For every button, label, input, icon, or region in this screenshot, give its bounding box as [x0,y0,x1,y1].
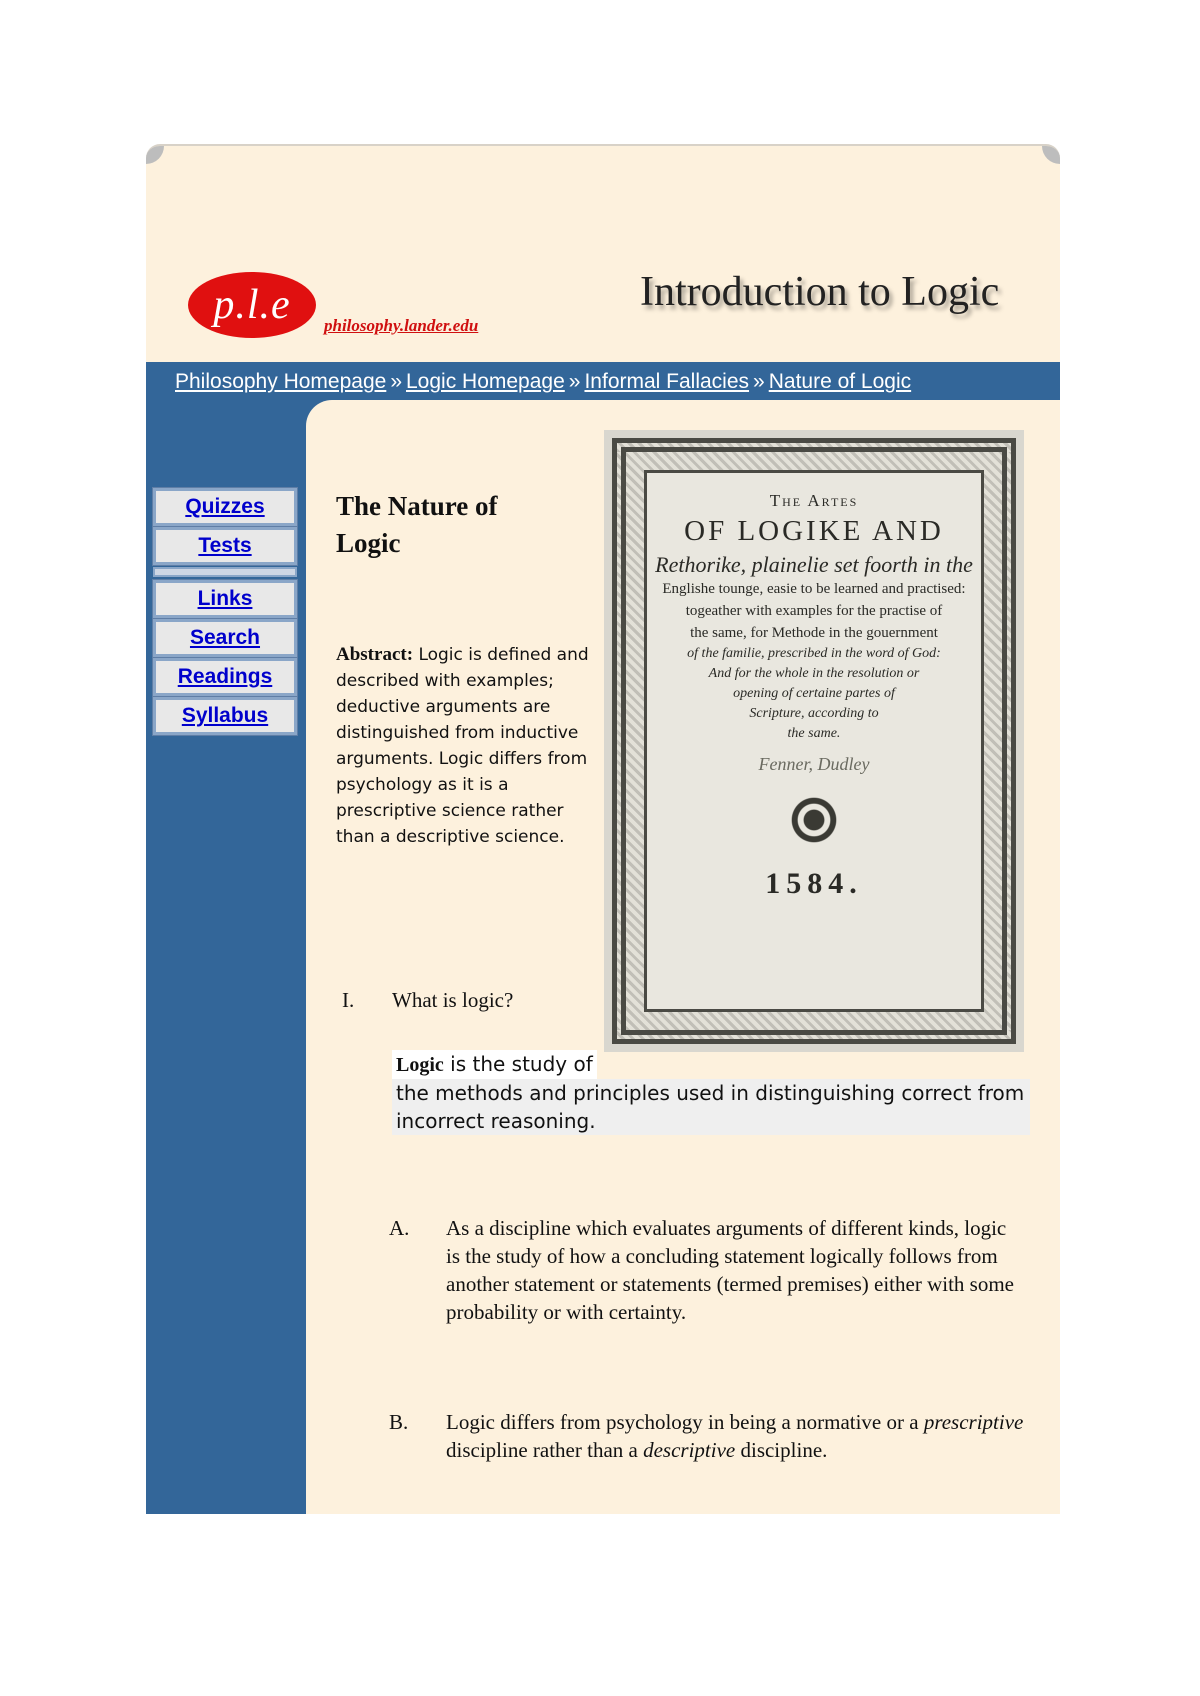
abstract-label: Abstract: [336,644,414,665]
sub-text-part: discipline rather than a [446,1438,638,1462]
frontispiece-text [644,470,984,1012]
sidebar-item-tests[interactable]: Tests [153,527,297,565]
breadcrumb-separator: » [390,370,402,393]
frontispiece-image [604,430,1024,1052]
outline-sub-label: A. [389,1216,410,1240]
sub-text-part: Logic differs from psychology in being a normative or a [446,1410,919,1434]
sub-text-part: discipline. [740,1438,828,1462]
breadcrumb-philosophy-homepage[interactable]: Philosophy Homepage [175,370,387,393]
site-link[interactable]: philosophy.lander.edu [324,316,479,335]
frontispiece-line: the same. [787,726,841,741]
frontispiece-line: Englishe tounge, easie to be learned and practised: [662,581,966,597]
corner-decoration [1042,146,1060,164]
definition-rest: the methods and principles used in distinguishing correct from incorrect reasoning. [392,1079,1030,1135]
frontispiece-line: And for the whole in the resolution or [708,666,920,681]
frontispiece-date: 1584. [765,867,863,900]
sidebar-item-search[interactable]: Search [153,619,297,657]
menu-divider [153,567,297,577]
definition-term: Logic [396,1054,444,1076]
page-container [146,144,1060,1514]
breadcrumb-nature-of-logic[interactable]: Nature of Logic [768,370,912,393]
frontispiece-line: of the familie, prescribed in the word of God: [687,646,941,661]
abstract [336,642,606,850]
breadcrumb-separator: » [568,370,581,393]
definition-first-line [392,1050,597,1079]
frontispiece-line: the same, for Methode in the gouernment [690,625,938,641]
sidebar-item-links[interactable]: Links [153,580,297,618]
ornament-icon [779,785,849,855]
sidebar-item-readings[interactable]: Readings [153,658,297,696]
frontispiece-signature: Fenner, Dudley [758,754,870,774]
frontispiece-line: OF LOGIKE AND [684,515,944,547]
outline-number: I. [342,988,355,1012]
sidebar-menu [153,488,297,736]
emphasis: descriptive [643,1438,736,1462]
frontispiece-line: togeather with examples for the practise of [685,603,943,619]
emphasis: prescriptive [923,1410,1024,1434]
outline-heading: What is logic? [392,988,514,1012]
breadcrumb [175,370,911,394]
definition-text: is the study of [450,1052,593,1076]
page-title: The Nature of Logic [336,491,498,558]
corner-decoration [146,146,164,164]
breadcrumb-logic-homepage[interactable]: Logic Homepage [406,370,565,393]
frontispiece-line: Scripture, according to [749,706,879,721]
breadcrumb-separator: » [753,370,765,393]
outline-sub-label: B. [389,1410,409,1434]
frontispiece-line: Rethorike, plainelie set foorth in the [655,552,973,577]
breadcrumb-bar [146,362,1060,400]
breadcrumb-informal-fallacies[interactable]: Informal Fallacies [584,370,750,393]
ple-logo[interactable]: p.l.e [188,272,316,338]
abstract-text: Logic is defined and described with examples; deductive arguments are distinguished from inductive arguments. Logic differs from psychology as it is a prescriptive science rather than a descriptive science. [336,645,589,847]
banner-title: Introduction to Logic [640,269,1000,315]
content-corner [306,400,332,426]
outline-sub-text [446,1408,1046,1464]
outline-sub-text: As a discipline which evaluates arguments of different kinds, logic is the study of how a concluding statement logically follows from another statement or statements (termed premises) either with some probability or with certainty. [446,1216,1014,1324]
sidebar-item-syllabus[interactable]: Syllabus [153,697,297,735]
frontispiece-line: opening of certaine partes of [733,686,895,701]
definition-box [392,1050,1060,1135]
frontispiece-line: The Artes [769,491,859,510]
sidebar-item-quizzes[interactable]: Quizzes [153,488,297,526]
